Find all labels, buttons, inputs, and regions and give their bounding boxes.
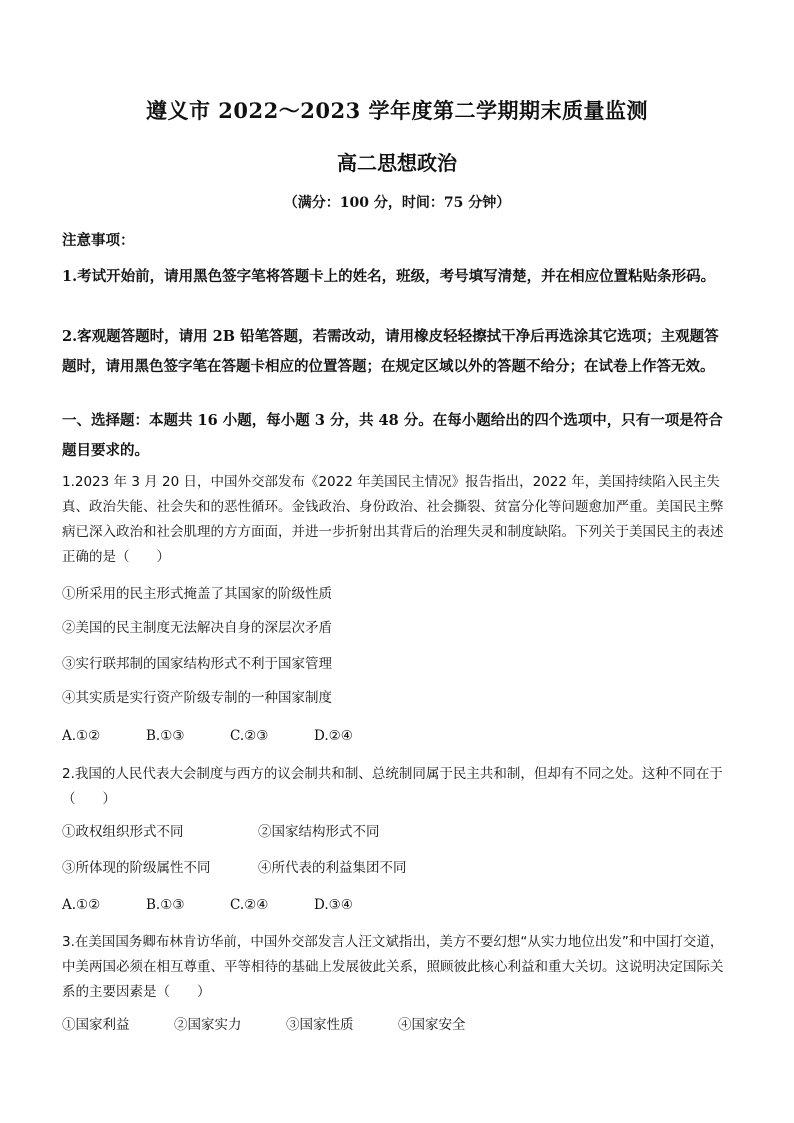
question-1-stem: 1.2023 年 3 月 20 日，中国外交部发布《2022 年美国民主情况》报告指出，2022 年，美国持续陷入民主失真、政治失能、社会失和的恶性循环。金钱政治、身份政治、社会撕裂、贫富分化等问题愈加严重。美国民主弊病已深入政治和社会肌理的方方面面，并进一步折射出其背后的治理失灵和制度缺陷。下列关于美国民主的表述正确的是（ ） xyxy=(62,474,724,565)
question-2-option-2: ②国家结构形式不同 xyxy=(258,824,380,840)
question-3-stem: 3.在美国国务卿布林肯访华前，中国外交部发言人汪文斌指出，美方不要幻想“从实力地位出发”和中国打交道，中美两国必须在相互尊重、平等相待的基础上发展彼此关系，照顾彼此核心利益和重大关切。这说明决定国际关系的主要因素是（ ） xyxy=(62,934,724,1000)
question-2-answer-b: B.①③ xyxy=(146,897,185,913)
question-1-answer-a: A.①② xyxy=(62,728,101,744)
notice-item-1: 1.考试开始前，请用黑色签字笔将答题卡上的姓名，班级，考号填写清楚，并在相应位置粘贴条形码。 xyxy=(62,268,716,285)
question-3-option-2: ②国家实力 xyxy=(174,1017,242,1033)
question-2-answer-a: A.①② xyxy=(62,897,101,913)
question-3-option-1: ①国家利益 xyxy=(62,1017,130,1033)
section-heading: 一、选择题：本题共 16 小题，每小题 3 分，共 48 分。在每小题给出的四个选项中，只有一项是符合题目要求的。 xyxy=(62,412,723,459)
exam-meta: （满分：100 分，时间：75 分钟） xyxy=(283,195,511,211)
question-2-answer-d: D.③④ xyxy=(314,897,353,913)
question-3-option-4: ④国家安全 xyxy=(398,1017,466,1033)
question-2-option-1: ①政权组织形式不同 xyxy=(62,824,184,840)
question-1-option-1: ①所采用的民主形式掩盖了其国家的阶级性质 xyxy=(62,586,332,602)
question-1-option-4: ④其实质是实行资产阶级专制的一种国家制度 xyxy=(62,690,332,706)
question-1-answer-b: B.①③ xyxy=(146,728,185,744)
question-1-option-3: ③实行联邦制的国家结构形式不利于国家管理 xyxy=(62,656,332,672)
question-2-option-4: ④所代表的利益集团不同 xyxy=(258,860,407,876)
question-2-option-3: ③所体现的阶级属性不同 xyxy=(62,860,211,876)
subject-title: 高二思想政治 xyxy=(337,151,457,175)
exam-title: 遵义市 2022～2023 学年度第二学期期末质量监测 xyxy=(145,98,648,123)
question-1-answer-c: C.②③ xyxy=(230,728,269,744)
notice-item-2: 2.客观题答题时，请用 2B 铅笔答题，若需改动，请用橡皮轻轻擦拭干净后再选涂其它选项；主观题答题时，请用黑色签字笔在答题卡相应的位置答题；在规定区域以外的答题不给分；在试卷上作答无效。 xyxy=(62,328,719,375)
question-3-option-3: ③国家性质 xyxy=(286,1017,354,1033)
question-2-stem: 2.我国的人民代表大会制度与西方的议会制共和制、总统制同属于民主共和制，但却有不同之处。这种不同在于（ ） xyxy=(62,766,723,807)
question-1-answer-d: D.②④ xyxy=(314,728,353,744)
notice-label: 注意事项： xyxy=(62,232,135,249)
question-1-option-2: ②美国的民主制度无法解决自身的深层次矛盾 xyxy=(62,620,332,636)
question-2-answer-c: C.②④ xyxy=(230,897,269,913)
